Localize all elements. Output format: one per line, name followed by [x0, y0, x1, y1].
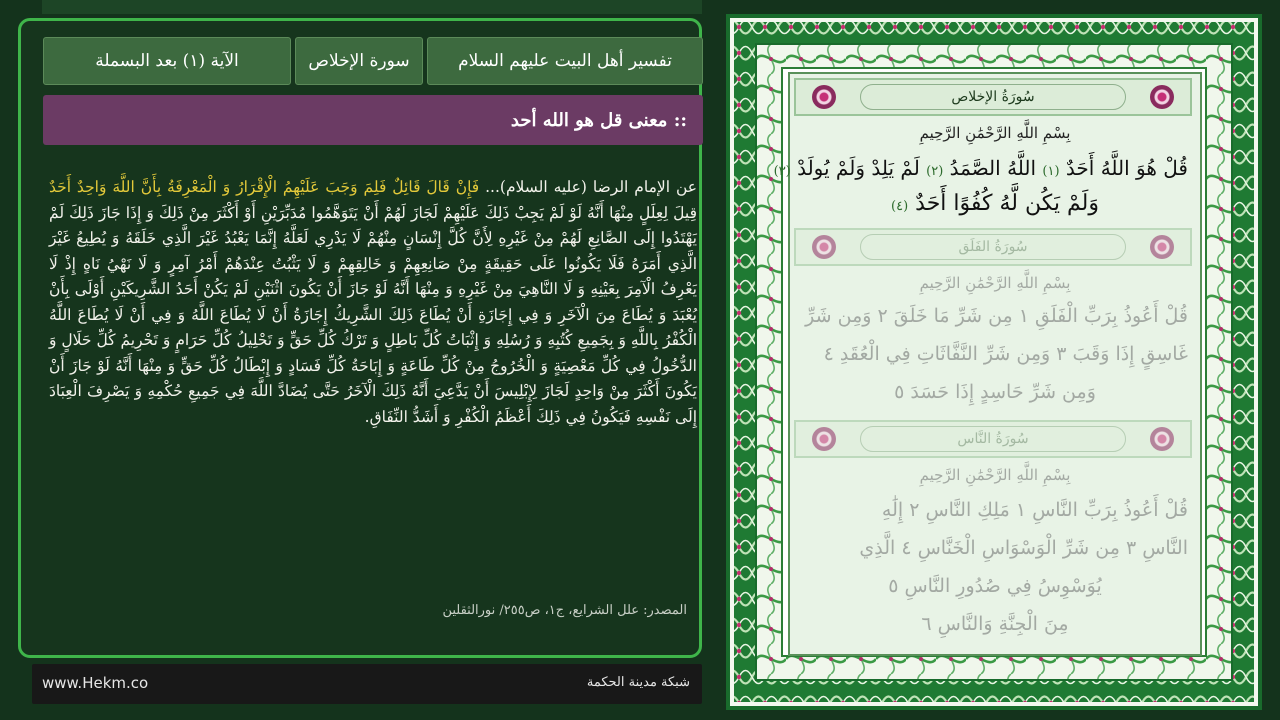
tab-tafsir-source[interactable]: تفسير أهل البيت عليهم السلام: [427, 37, 703, 85]
nas-line-3: يُوَسْوِسُ فِي صُدُورِ النَّاسِ ٥: [888, 575, 1102, 597]
basmala-ikhlas: بِسْمِ اللَّهِ الرَّحْمَٰنِ الرَّحِيمِ: [919, 124, 1071, 142]
rosette-icon: [1150, 427, 1174, 451]
sura-header-falaq: [794, 228, 1192, 266]
tab-verse[interactable]: الآية (١) بعد البسملة: [43, 37, 291, 85]
tafsir-panel: [18, 18, 702, 658]
rosette-icon: [812, 85, 836, 109]
ikhlas-verse-3: لَمْ يَلِدْ وَلَمْ يُولَدْ: [797, 156, 920, 180]
ikhlas-verse-1: قُلْ هُوَ اللَّهُ أَحَدٌ: [1065, 156, 1188, 180]
ikhlas-line-2: [802, 190, 1188, 221]
sura-header-ikhlas: [794, 78, 1192, 116]
mushaf-page: [726, 14, 1262, 710]
verse-number: (٢): [926, 164, 944, 179]
ikhlas-verse-4: وَلَمْ يَكُن لَّهُ كُفُوًا أَحَدٌ: [915, 191, 1099, 216]
sura-title-falaq: سُورَةُ الفَلَق: [860, 234, 1126, 260]
sura-title-ikhlas: سُورَةُ الإخلاص: [860, 84, 1126, 110]
top-strip: [42, 0, 702, 14]
falaq-line-1: قُلْ أَعُوذُ بِرَبِّ الْفَلَقِ ١ مِن شَرِّ مَا خَلَقَ ٢ وَمِن شَرِّ: [805, 305, 1188, 327]
falaq-line-3: وَمِن شَرِّ حَاسِدٍ إِذَا حَسَدَ ٥: [894, 381, 1096, 403]
tab-sura-name[interactable]: سورة الإخلاص: [295, 37, 423, 85]
rosette-icon: [812, 427, 836, 451]
hadith-highlight: فَإِنْ قَالَ قَائِلٌ فَلِمَ وَجَبَ عَلَيْهِمُ الْإِقْرَارُ وَ الْمَعْرِفَةُ بِأَنَّ اللَّهَ وَاحِدٌ أَحَدٌ: [49, 178, 480, 196]
rosette-icon: [812, 235, 836, 259]
page-title: :: معنى قل هو الله أحد: [43, 95, 703, 145]
verse-number: (١): [1042, 164, 1060, 179]
site-url[interactable]: www.Hekm.co: [42, 674, 149, 692]
tafsir-text: [49, 175, 697, 430]
hadith-intro: عن الإمام الرضا (عليه السلام)...: [479, 178, 697, 196]
mushaf-text-area: [773, 72, 1202, 656]
sura-title-nas: سُورَةُ النَّاس: [860, 426, 1126, 452]
source-citation: المصدر: علل الشرايع، ج١، ص٢٥٥/ نورالثقلين: [442, 603, 687, 618]
basmala-falaq: بِسْمِ اللَّهِ الرَّحْمَٰنِ الرَّحِيمِ: [919, 274, 1071, 292]
nas-line-2: النَّاسِ ٣ مِن شَرِّ الْوَسْوَاسِ الْخَنَّاسِ ٤ الَّذِي: [859, 537, 1188, 559]
rosette-icon: [1150, 235, 1174, 259]
falaq-line-2: غَاسِقٍ إِذَا وَقَبَ ٣ وَمِن شَرِّ النَّفَّاثَاتِ فِي الْعُقَدِ ٤: [823, 343, 1188, 365]
nas-line-4: مِنَ الْجِنَّةِ وَالنَّاسِ ٦: [921, 613, 1069, 635]
verse-number: (٤): [891, 199, 909, 214]
ikhlas-verse-2: اللَّهُ الصَّمَدُ: [949, 156, 1037, 180]
verse-number: (٣): [773, 164, 791, 179]
basmala-nas: بِسْمِ اللَّهِ الرَّحْمَٰنِ الرَّحِيمِ: [919, 466, 1071, 484]
sura-header-nas: [794, 420, 1192, 458]
nas-line-1: قُلْ أَعُوذُ بِرَبِّ النَّاسِ ١ مَلِكِ النَّاسِ ٢ إِلَٰهِ: [881, 499, 1188, 521]
hadith-body: قِيلَ لِعِلَلٍ مِنْهَا أَنَّهُ لَوْ لَمْ يَجِبْ ذَلِكَ عَلَيْهِمْ لَجَازَ لَهُمْ أَنْ يَتَوَهَّمُوا مُدَبِّرَيْنِ أَوْ أَكْثَرَ مِنْ ذَلِكَ وَ إِذَا جَازَ ذَلِكَ لَمْ يَهْتَدُوا إِلَى الصَّانِعِ لَهُمْ مِنْ غَيْرِهِ لِأَنَّ كُلَّ إِنْسَانٍ مِنْهُمْ لَا يَدْرِي لَعَلَّهُ إِنَّمَا يَعْبُدُ غَيْرَ الَّذِي خَلَقَهُ وَ يُطِيعُ غَيْرَ الَّذِي أَمَرَهُ فَلَا يَكُونُوا عَلَى حَقِيقَةٍ مِنْ صَانِعِهِمْ وَ خَالِقِهِمْ وَ لَا يَثْبُتُ عِنْدَهُمْ أَمْرُ آمِرٍ وَ لَا نَهْيُ نَاهٍ إِذْ لَا يَعْرِفُ الْآمِرَ بِعَيْنِهِ وَ لَا النَّاهِيَ مِنْ غَيْرِهِ وَ مِنْهَا أَنَّهُ لَوْ جَازَ أَنْ يَكُونَ اثْنَيْنِ لَمْ يَكُنْ أَحَدُ الشَّرِيكَيْنِ أَوْلَى بِأَنْ يُعْبَدَ وَ يُطَاعَ مِنَ الْآخَرِ وَ فِي إِجَازَةِ أَنْ يُطَاعَ ذَلِكَ الشَّرِيكُ إِجَازَةُ أَنْ لَا يُطَاعَ اللَّهُ وَ فِي أَنْ لَا يُطَاعَ اللَّهُ الْكُفْرُ بِاللَّهِ وَ بِجَمِيعِ كُتُبِهِ وَ رُسُلِهِ وَ إِثْبَاتُ كُلِّ بَاطِلٍ وَ تَرْكُ كُلِّ حَقٍّ وَ تَحْلِيلُ كُلِّ حَرَامٍ وَ تَحْرِيمُ كُلِّ حَلَالٍ وَ الدُّخُولُ فِي كُلِّ مَعْصِيَةٍ وَ الْخُرُوجُ مِنْ كُلِّ طَاعَةٍ وَ إِبَاحَةُ كُلِّ فَسَادٍ وَ إِبْطَالُ كُلِّ حَقٍّ وَ مِنْهَا أَنَّهُ لَوْ جَازَ أَنْ يَكُونَ أَكْثَرَ مِنْ وَاحِدٍ لَجَازَ لِإِبْلِيسَ أَنْ يَدَّعِيَ أَنَّهُ ذَلِكَ الْآخَرُ حَتَّى يُضَادَّ اللَّهَ فِي جَمِيعِ حُكْمِهِ وَ يَصْرِفَ الْعِبَادَ إِلَى نَفْسِهِ فَيَكُونُ فِي ذَلِكَ أَعْظَمُ الْكُفْرِ وَ أَشَدُّ النِّفَاقِ.: [49, 203, 697, 426]
site-name: شبكة مدينة الحكمة: [586, 675, 690, 690]
rosette-icon: [1150, 85, 1174, 109]
ikhlas-line-1: [773, 154, 1188, 186]
footer-bar: [32, 664, 702, 704]
